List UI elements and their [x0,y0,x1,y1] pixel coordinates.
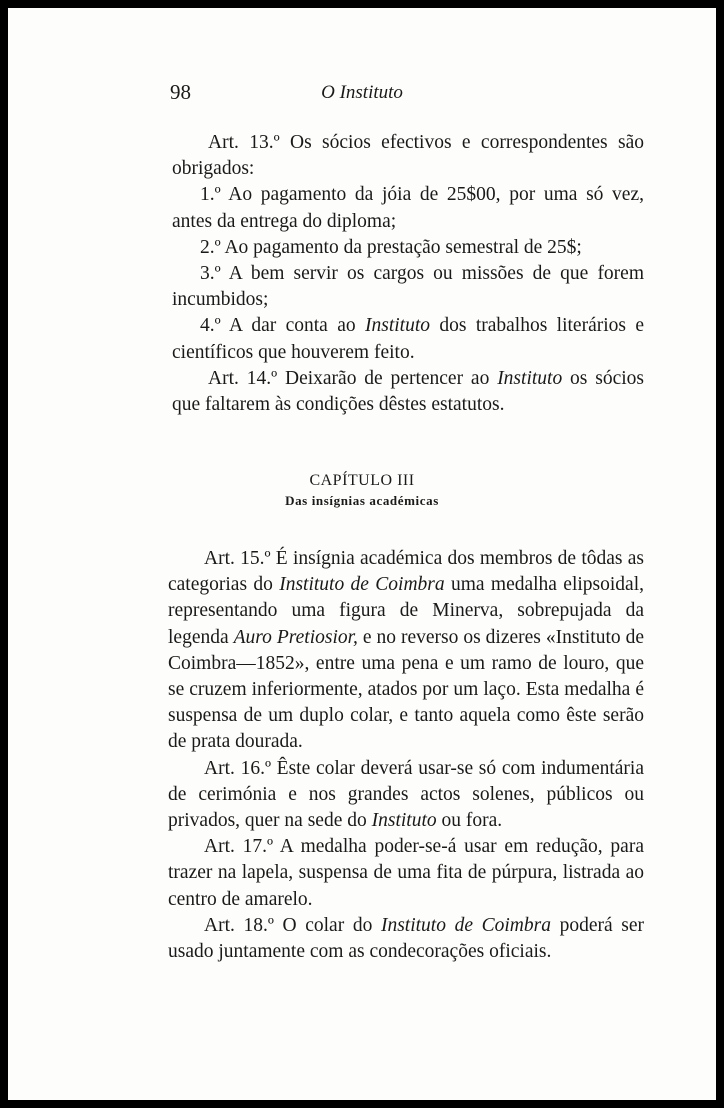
page-number: 98 [170,80,191,104]
article-14: Art. 14.º Deixarão de pertencer ao Instituto os sócios que faltarem às condições dêstes estatutos. [172,367,644,416]
article-16: Art. 16.º Êste colar deverá usar-se só com indumentária de cerimónia e nos grandes actos solenes, públicos ou privados, quer na sede do Instituto ou fora. [168,757,644,832]
article-13: Art. 13.º Os sócios efectivos e correspondentes são obrigados: [172,132,644,180]
chapter-title: CAPÍTULO III [309,472,415,489]
article-17: Art. 17.º A medalha poder-se-á usar em redução, para trazer na lapela, suspensa de uma fita de púrpura, listrada ao centro de amarelo. [168,836,644,910]
article-15: Art. 15.º É insígnia académica dos membros de tôdas as categorias do Instituto de Coimbra uma medalha elipsoidal, representando uma figura de Minerva, sobrepujada da legenda Auro Pretiosior, e no reverso os dizeres «Instituto de Coimbra—1852», entre uma pena e um ramo de louro, que se cruzem inferiormente, atados por um laço. Esta medalha é suspensa de um duplo colar, e tanto aquela como êste serão de prata dourada. [168,548,644,753]
statutes-section-insignia [168,546,644,965]
chapter-subtitle: Das insígnias académicas [285,493,439,508]
article-13-item-1: 1.º Ao pagamento da jóia de 25$00, por uma só vez, antes da entrega do diploma; [172,184,644,232]
article-13-item-3: 3.º A bem servir os cargos ou missões de que forem incumbidos; [172,263,644,311]
book-page [8,8,716,1100]
statutes-section-obligations [172,130,644,418]
article-18: Art. 18.º O colar do Instituto de Coimbra poderá ser usado juntamente com as condecorações oficiais. [168,914,644,963]
article-13-item-2: 2.º Ao pagamento da prestação semestral de 25$; [200,236,582,258]
chapter-heading [8,470,716,510]
page-header [8,80,716,110]
running-title: O Instituto [321,82,403,103]
article-13-item-4: 4.º A dar conta ao Instituto dos trabalhos literários e científicos que houverem feito. [172,315,645,363]
